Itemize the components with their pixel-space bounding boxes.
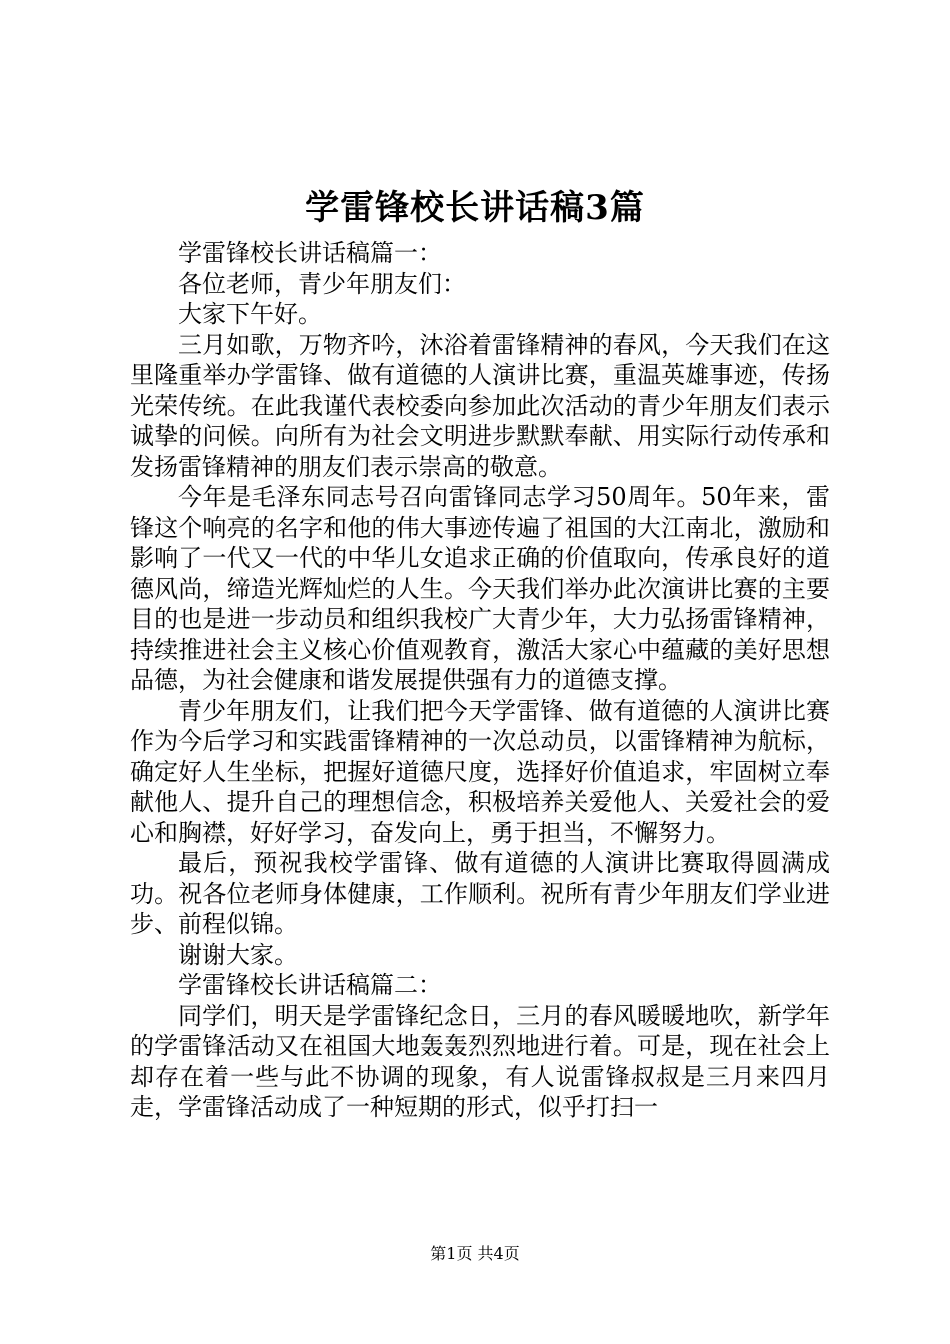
paragraph: 大家下午好。: [178, 300, 322, 328]
paragraph: 今年是毛泽东同志号召向雷锋同志学习50周年。50年来，雷锋这个响亮的名字和他的伟大事迹传遍了祖国的大江南北，激励和影响了一代又一代的中华儿女追求正确的价值取向，传承良好的道德风尚，缔造光辉灿烂的人生。今天我们举办此次演讲比赛的主要目的也是进一步动员和组织我校广大青少年，大力弘扬雷锋精神，持续推进社会主义核心价值观教育，激活大家心中蕴藏的美好思想品德，为社会健康和谐发展提供强有力的道德支撑。: [130, 483, 830, 694]
paragraph: 同学们，明天是学雷锋纪念日，三月的春风暖暖地吹，新学年的学雷锋活动又在祖国大地轰轰烈烈地进行着。可是，现在社会上却存在着一些与此不协调的现象，有人说雷锋叔叔是三月来四月走，学雷锋活动成了一种短期的形式，似乎打扫一: [130, 1001, 830, 1121]
paragraph: 学雷锋校长讲话稿篇一：: [178, 239, 442, 267]
paragraph: 最后，预祝我校学雷锋、做有道德的人演讲比赛取得圆满成功。祝各位老师身体健康，工作顺利。祝所有青少年朋友们学业进步、前程似锦。: [130, 849, 830, 938]
document-title: 学雷锋校长讲话稿3篇: [305, 188, 645, 228]
paragraph: 学雷锋校长讲话稿篇二：: [178, 971, 442, 999]
paragraph: 青少年朋友们，让我们把今天学雷锋、做有道德的人演讲比赛作为今后学习和实践雷锋精神的一次总动员，以雷锋精神为航标，确定好人生坐标，把握好道德尺度，选择好价值追求，牢固树立奉献他人、提升自己的理想信念，积极培养关爱他人、关爱社会的爱心和胸襟，好好学习，奋发向上，勇于担当，不懈努力。: [130, 696, 830, 847]
paragraph: 各位老师，青少年朋友们：: [178, 269, 466, 298]
document-body: [130, 238, 830, 1123]
page-footer: 第1页 共4页: [430, 1244, 520, 1263]
paragraph: 三月如歌，万物齐吟，沐浴着雷锋精神的春风，今天我们在这里隆重举办学雷锋、做有道德的人演讲比赛，重温英雄事迹，传扬光荣传统。在此我谨代表校委向参加此次活动的青少年朋友们表示诚挚的问候。向所有为社会文明进步默默奉献、用实际行动传承和发扬雷锋精神的朋友们表示崇高的敬意。: [130, 330, 830, 481]
paragraph: 谢谢大家。: [178, 940, 298, 969]
